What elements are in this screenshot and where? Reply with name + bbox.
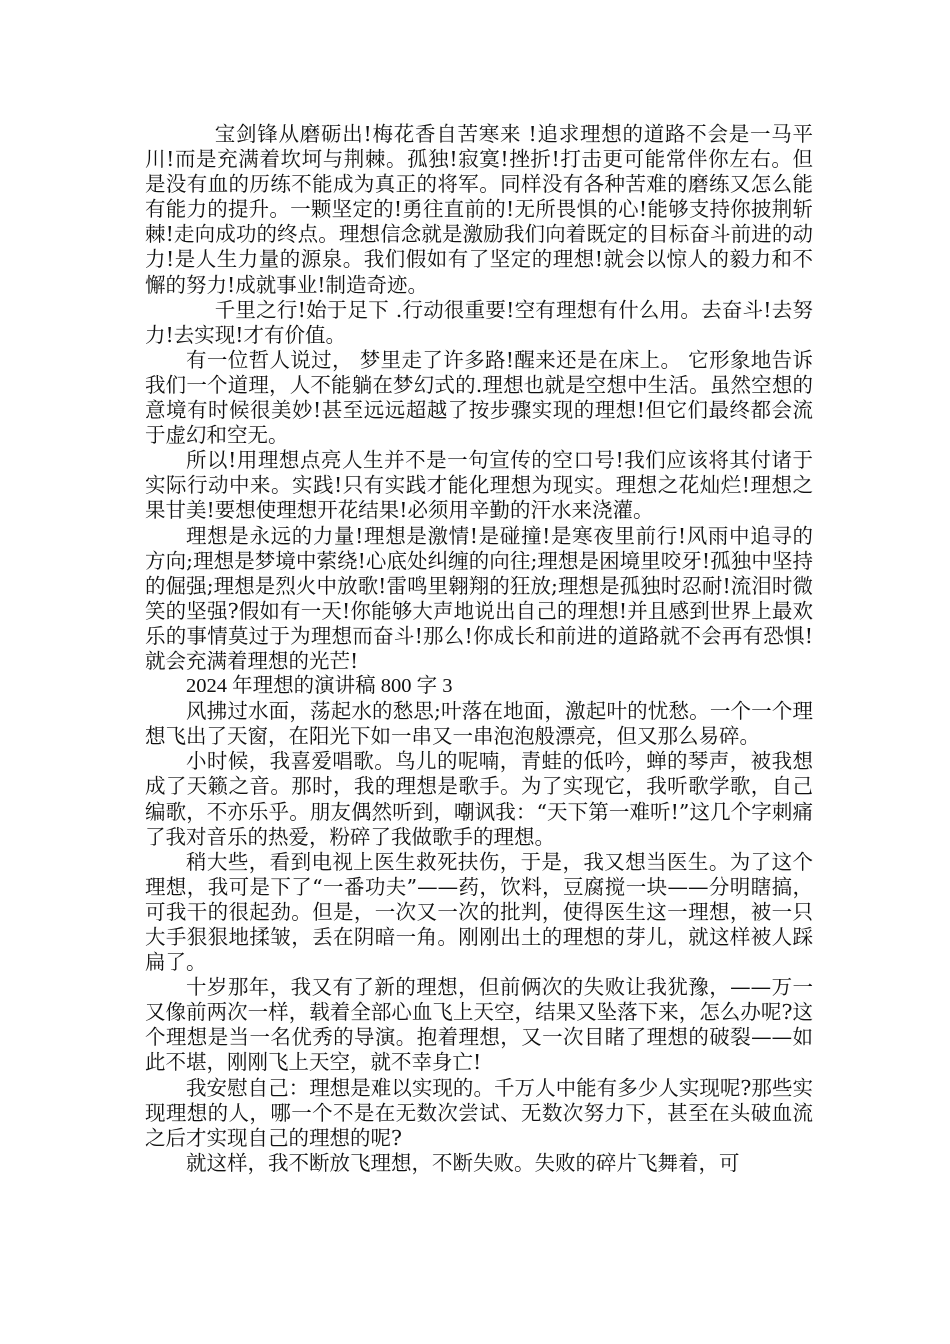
paragraph: 风拂过水面，荡起水的愁思;叶落在地面，激起叶的忧愁。一个一个理想飞出了天窗，在阳光下如一串又一串泡泡般漂亮，但又那么易碎。	[145, 699, 813, 749]
paragraph: 千里之行!始于足下 .行动很重要!空有理想有什么用。去奋斗!去努力!去实现!才有价值。	[145, 297, 813, 347]
paragraph: 我安慰自己：理想是难以实现的。千万人中能有多少人实现呢?那些实现理想的人，哪一个不是在无数次尝试、无数次努力下，甚至在头破血流之后才实现自己的理想的呢?	[145, 1075, 813, 1150]
paragraph: 所以!用理想点亮人生并不是一句宣传的空口号!我们应该将其付诸于实际行动中来。实践!只有实践才能化理想为现实。理想之花灿烂!理想之果甘美!要想使理想开花结果!必须用辛勤的汗水来浇灌。	[145, 448, 813, 523]
paragraph: 有一位哲人说过， 梦里走了许多路!醒来还是在床上。 它形象地告诉我们一个道理，人不能躺在梦幻式的.理想也就是空想中生活。虽然空想的意境有时候很美妙!甚至远远超越了按步骤实现的理想!但它们最终都会流于虚幻和空无。	[145, 347, 813, 448]
paragraph: 就这样，我不断放飞理想，不断失败。失败的碎片飞舞着，可	[186, 1150, 740, 1175]
paragraph: 稍大些，看到电视上医生救死扶伤，于是，我又想当医生。为了这个理想，我可是下了“一番功夫”——药，饮料，豆腐搅一块——分明瞎搞，可我干的很起劲。但是，一次又一次的批判，使得医生这一理想，被一只大手狠狠地揉皱，丢在阴暗一角。刚刚出土的理想的芽儿，就这样被人踩扁了。	[145, 849, 813, 975]
paragraph: 小时候，我喜爱唱歌。鸟儿的呢喃，青蛙的低吟，蝉的琴声，被我想成了天籁之音。那时，我的理想是歌手。为了实现它，我听歌学歌，自己编歌，不亦乐乎。朋友偶然听到，嘲讽我：“天下第一难听!”这几个字刺痛了我对音乐的热爱，粉碎了我做歌手的理想。	[145, 749, 813, 849]
document-body	[145, 122, 813, 1176]
paragraph: 宝剑锋从磨砺出!梅花香自苦寒来 !追求理想的道路不会是一马平川!而是充满着坎坷与荆棘。孤独!寂寞!挫折!打击更可能常伴你左右。但是没有血的历练不能成为真正的将军。同样没有各种苦难的磨练又怎么能有能力的提升。一颗坚定的!勇往直前的!无所畏惧的心!能够支持你披荆斩棘!走向成功的终点。理想信念就是激励我们向着既定的目标奋斗前进的动力!是人生力量的源泉。我们假如有了坚定的理想!就会以惊人的毅力和不懈的努力!成就事业!制造奇迹。	[145, 122, 813, 297]
paragraph: 理想是永远的力量!理想是激情!是碰撞!是寒夜里前行!风雨中追寻的方向;理想是梦境中萦绕!心底处纠缠的向往;理想是困境里咬牙!孤独中坚持的倔强;理想是烈火中放歌!雷鸣里翱翔的狂放;理想是孤独时忍耐!流泪时微笑的坚强?假如有一天!你能够大声地说出自己的理想!并且感到世界上最欢乐的事情莫过于为理想而奋斗!那么!你成长和前进的道路就不会再有恐惧!就会充满着理想的光芒!	[145, 523, 813, 673]
section-heading: 2024 年理想的演讲稿 800 字 3	[186, 675, 453, 698]
paragraph: 十岁那年，我又有了新的理想，但前俩次的失败让我犹豫，——万一又像前两次一样，载着全部心血飞上天空，结果又坠落下来，怎么办呢?这个理想是当一名优秀的导演。抱着理想，又一次目睹了理想的破裂——如此不堪，刚刚飞上天空，就不幸身亡!	[145, 975, 813, 1075]
